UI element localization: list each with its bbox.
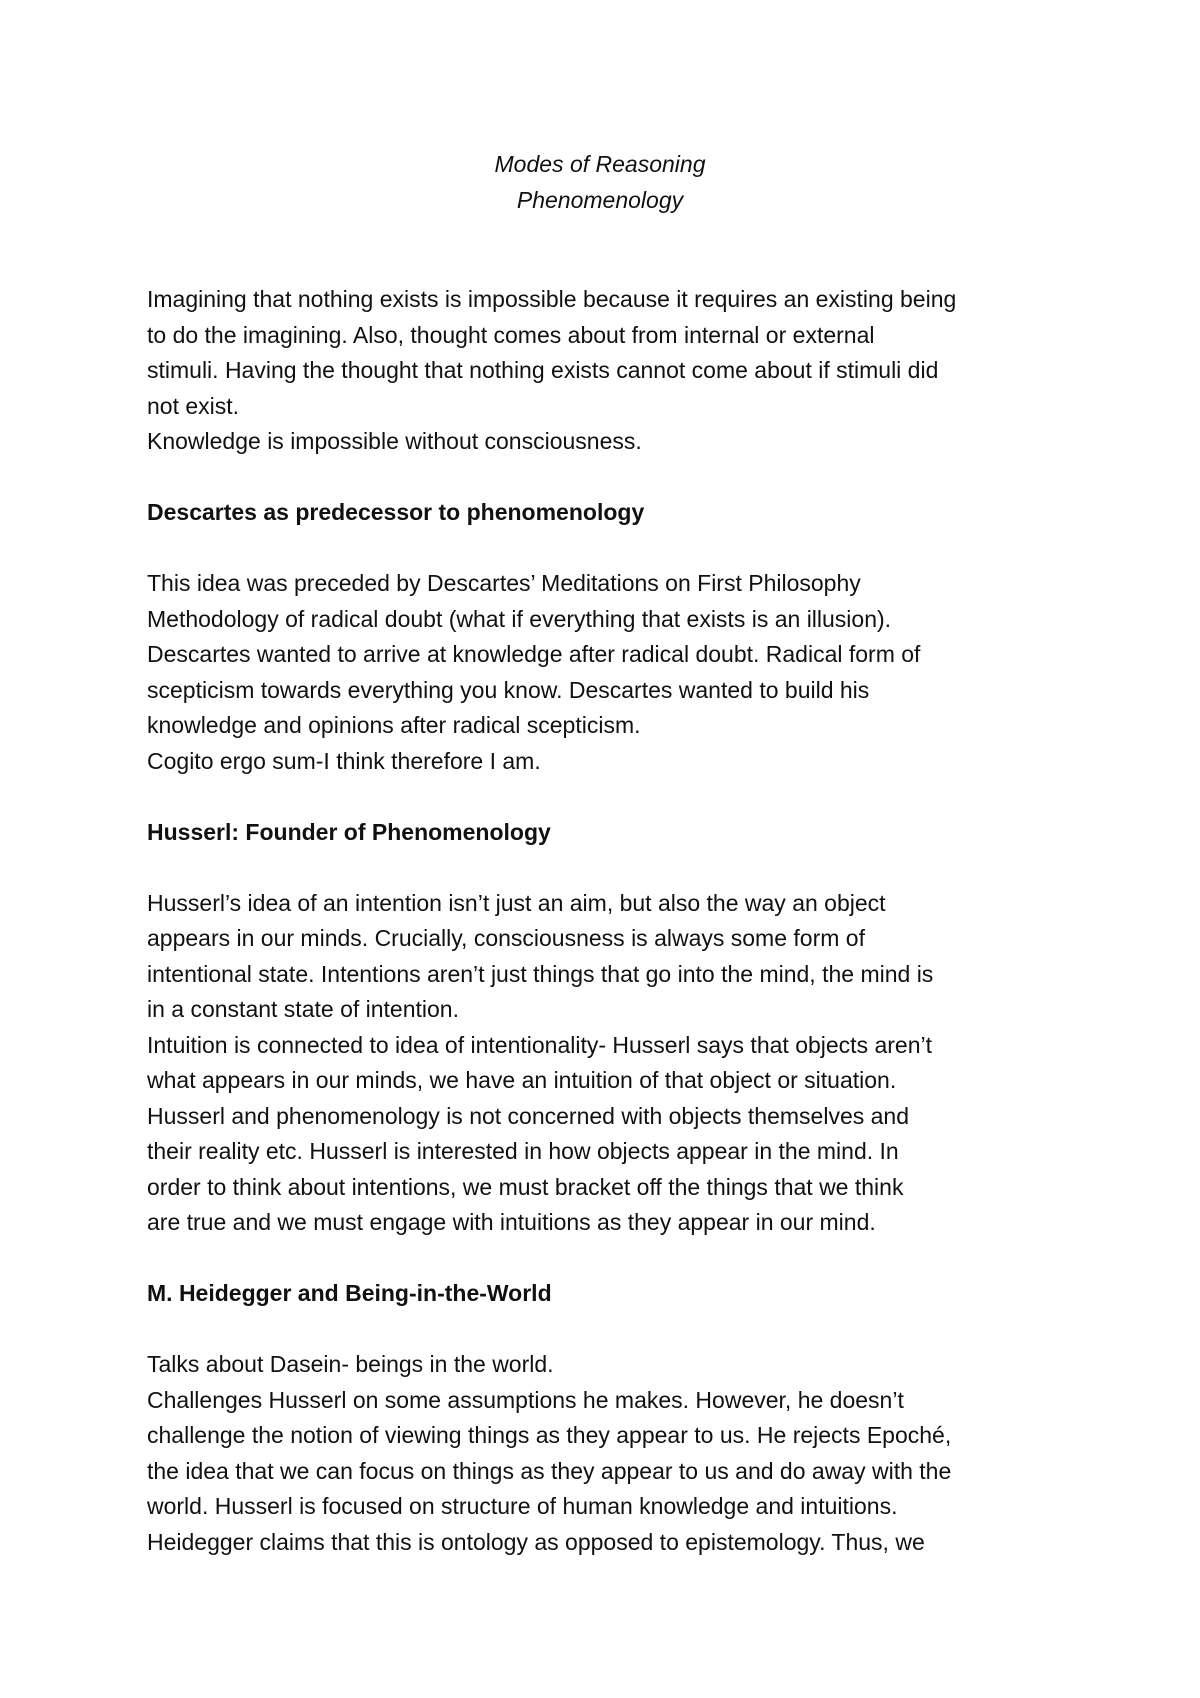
body-line: the idea that we can focus on things as they appear to us and do away with the <box>147 1457 952 1484</box>
paragraph-gap <box>147 1241 1077 1277</box>
body-line: challenge the notion of viewing things as they appear to us. He rejects Epoché, <box>147 1422 952 1448</box>
body-line: Knowledge is impossible without consciousness. <box>147 428 642 454</box>
body-line: to do the imagining. Also, thought comes about from internal or external <box>147 321 875 348</box>
body-line: Challenges Husserl on some assumptions he makes. However, he doesn’t <box>147 1386 904 1413</box>
document-body <box>147 282 1077 1560</box>
body-line: Cogito ergo sum-I think therefore I am. <box>147 747 541 774</box>
document-subtitle: Phenomenology <box>516 187 684 213</box>
body-line: Intuition is connected to idea of intentionality- Husserl says that objects aren’t <box>147 1031 932 1058</box>
body-line: order to think about intentions, we must bracket off the things that we think <box>147 1173 904 1200</box>
body-line: knowledge and opinions after radical scepticism. <box>147 712 641 738</box>
body-line: This idea was preceded by Descartes’ Meditations on First Philosophy <box>147 570 861 596</box>
body-line: intentional state. Intentions aren’t just things that go into the mind, the mind is <box>147 960 934 987</box>
body-line: Talks about Dasein- beings in the world. <box>147 1351 554 1377</box>
body-line: their reality etc. Husserl is interested in how objects appear in the mind. In <box>147 1138 899 1164</box>
body-line: what appears in our minds, we have an intuition of that object or situation. <box>147 1067 897 1093</box>
paragraph-gap <box>147 531 1077 567</box>
body-line: Imagining that nothing exists is impossible because it requires an existing being <box>147 286 957 312</box>
body-line: in a constant state of intention. <box>147 996 459 1022</box>
body-line: appears in our minds. Crucially, consciousness is always some form of <box>147 925 865 951</box>
paragraph-gap <box>147 460 1077 496</box>
body-line: are true and we must engage with intuitions as they appear in our mind. <box>147 1209 876 1235</box>
body-line: scepticism towards everything you know. Descartes wanted to build his <box>147 676 870 703</box>
paragraph-gap <box>147 850 1077 886</box>
body-line: stimuli. Having the thought that nothing exists cannot come about if stimuli did <box>147 357 939 383</box>
body-line: world. Husserl is focused on structure of human knowledge and intuitions. <box>147 1493 898 1519</box>
body-line: Husserl’s idea of an intention isn’t just an aim, but also the way an object <box>147 889 886 916</box>
body-line: Heidegger claims that this is ontology as opposed to epistemology. Thus, we <box>147 1528 925 1555</box>
paragraph-gap <box>147 1312 1077 1348</box>
body-line: Descartes wanted to arrive at knowledge after radical doubt. Radical form of <box>147 641 921 667</box>
body-line: not exist. <box>147 392 240 419</box>
section-heading: Descartes as predecessor to phenomenology <box>147 499 645 525</box>
body-line: Methodology of radical doubt (what if everything that exists is an illusion). <box>147 605 892 632</box>
paragraph-gap <box>147 779 1077 815</box>
document-title: Modes of Reasoning <box>494 151 706 177</box>
title-block <box>0 146 1200 218</box>
section-heading: Husserl: Founder of Phenomenology <box>147 818 551 845</box>
body-line: Husserl and phenomenology is not concerned with objects themselves and <box>147 1102 909 1129</box>
section-heading: M. Heidegger and Being-in-the-World <box>147 1280 552 1306</box>
